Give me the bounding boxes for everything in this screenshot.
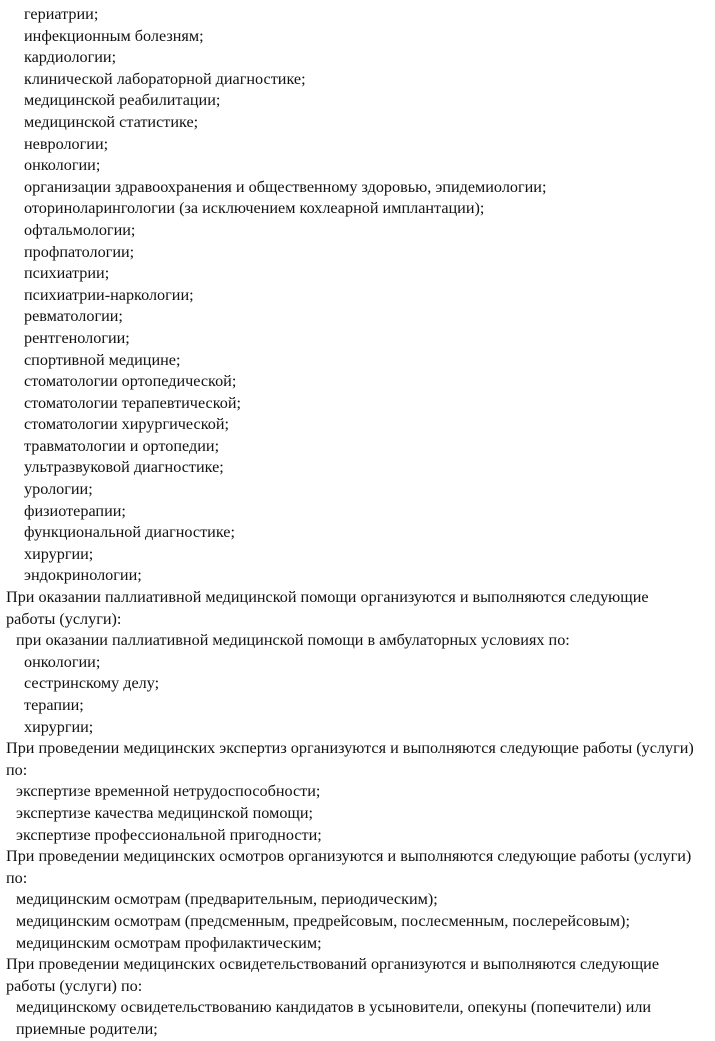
list-item: организации здравоохранения и общественному здоровью, эпидемиологии;: [24, 177, 547, 196]
list-item: урологии;: [24, 480, 93, 499]
list-item: экспертизе качества медицинской помощи;: [16, 803, 314, 822]
list-item: травматологии и ортопедии;: [24, 436, 220, 455]
list-item: медицинской реабилитации;: [24, 91, 221, 110]
list-item: хирургии;: [24, 544, 94, 563]
list-item: гериатрии;: [24, 5, 99, 23]
list-item: медицинским осмотрам (предварительным, периодическим);: [16, 890, 438, 909]
list-item: оториноларингологии (за исключением кохлеарной имплантации);: [24, 199, 485, 218]
list-item: клинической лабораторной диагностике;: [24, 69, 306, 88]
list-item: функциональной диагностике;: [24, 523, 235, 542]
list-item: медицинским осмотрам профилактическим;: [16, 933, 322, 952]
list-item: ревматологии;: [24, 307, 123, 326]
list-item: сестринскому делу;: [24, 674, 160, 693]
palliative-section: [6, 587, 715, 738]
list-item: инфекционным болезням;: [24, 26, 204, 45]
list-item: спортивной медицине;: [24, 350, 181, 369]
exams-section: [6, 846, 715, 954]
subsection-heading: при оказании паллиативной медицинской помощи в амбулаторных условиях по:: [16, 631, 570, 650]
list-item: профпатологии;: [24, 242, 135, 261]
list-item: психиатрии;: [24, 264, 110, 283]
list-item: медицинской статистике;: [24, 112, 199, 131]
certification-section: [6, 954, 715, 1040]
list-item: онкологии;: [24, 156, 101, 175]
list-item: медицинскому освидетельствованию кандидатов в усыновители, опекуны (попечители) или приемные родители;: [16, 998, 652, 1038]
list-item: кардиологии;: [24, 48, 117, 67]
list-item: хирургии;: [24, 717, 94, 736]
list-item: медицинским осмотрам (предсменным, предрейсовым, послесменным, послерейсовым);: [16, 911, 630, 930]
list-item: физиотерапии;: [24, 501, 126, 520]
list-item: психиатрии-наркологии;: [24, 285, 194, 304]
section-heading: При проведении медицинских освидетельствований организуются и выполняются следующие работы (услуги) по:: [6, 955, 660, 995]
list-item: офтальмологии;: [24, 220, 136, 239]
list-item: неврологии;: [24, 134, 109, 153]
list-item: рентгенологии;: [24, 328, 130, 347]
list-item: терапии;: [24, 696, 84, 714]
section-heading: При проведении медицинских осмотров организуются и выполняются следующие работы (услуги) по:: [6, 847, 692, 887]
specialty-list: [6, 4, 715, 587]
list-item: экспертизе профессиональной пригодности;: [16, 825, 322, 844]
list-item: онкологии;: [24, 652, 101, 671]
list-item: эндокринологии;: [24, 566, 142, 585]
section-heading: При проведении медицинских экспертиз организуются и выполняются следующие работы (услуги) по:: [6, 739, 694, 779]
list-item: ультразвуковой диагностике;: [24, 458, 224, 477]
expertise-section: [6, 738, 715, 846]
section-heading: При оказании паллиативной медицинской помощи организуются и выполняются следующие работы (услуги):: [6, 588, 649, 628]
list-item: стоматологии терапевтической;: [24, 393, 242, 412]
list-item: стоматологии хирургической;: [24, 415, 229, 434]
list-item: экспертизе временной нетрудоспособности;: [16, 782, 321, 801]
list-item: стоматологии ортопедической;: [24, 372, 237, 391]
